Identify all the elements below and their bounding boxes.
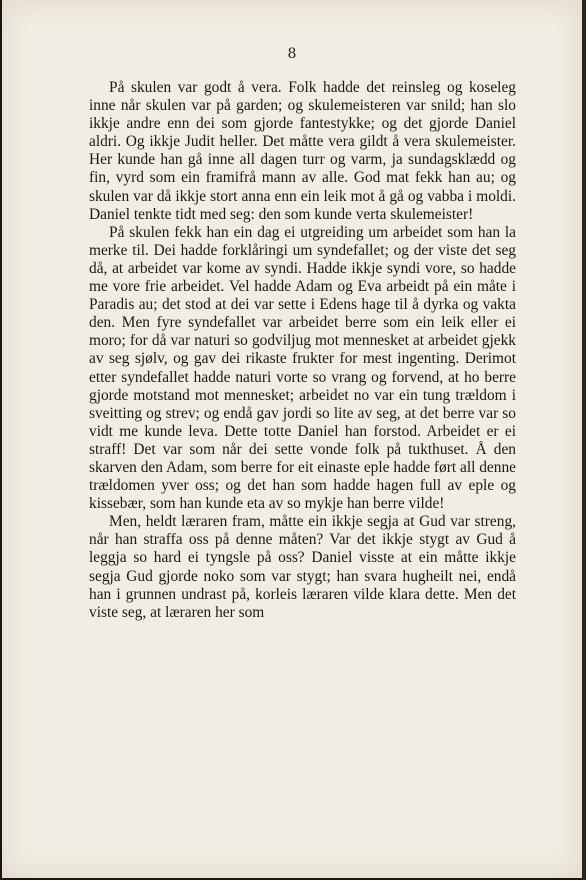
book-page: [2, 0, 582, 878]
paragraph-1: På skulen var godt å vera. Folk hadde det reinsleg og koseleg inne når skulen var på garden; og skulemeisteren var snild; han slo ikkje andre enn dei som gjorde fantestykke; og det gjorde Daniel aldri. Og ikkje Judit heller. Det måtte vera gildt å vera skulemeister. Her kunde han gå inne all dagen turr og varm, ja sundagsklædd og fin, vyrd som ein framifrå mann av alle. God mat fekk han au; og skulen var då ikkje stort anna enn ein leik mot å gå og vabba i moldi. Daniel tenkte tidt med seg: den som kunde verta skulemeister!: [89, 79, 516, 223]
body-text: [89, 79, 516, 622]
page-number: 8: [287, 46, 297, 62]
paragraph-3: Men, heldt læraren fram, måtte ein ikkje segja at Gud var streng, når han straffa oss på denne måten? Var det ikkje stygt av Gud å leggja so hard ei tyngsle på oss? Daniel visste at ein måtte ikkje segja Gud gjorde noko som var stygt; han svara hugheilt nei, endå han i grunnen undrast på, korleis læraren vilde klara dette. Men det viste seg, at læraren her som: [89, 513, 516, 621]
page-edge: [582, 0, 586, 880]
paragraph-2: På skulen fekk han ein dag ei utgreiding um arbeidet som han la merke til. Dei hadde forklåringi um syndefallet; og der viste det seg då, at arbeidet var kome av syndi. Hadde ikkje syndi vore, so hadde me vore frie arbeidet. Vel hadde Adam og Eva arbeidt på ein måte i Paradis au; det stod at dei var sette i Edens hage til å dyrka og vakta den. Men fyre syndefallet var arbeidet berre som ein leik eller ei moro; for då var naturi so godviljug mot mennesket at arbeidet gjekk av seg sjølv, og gav dei rikaste frukter for mest ingenting. Derimot etter syndefallet hadde naturi vorte so vrang og forvend, at ho berre gjorde motstand mot mennesket; arbeidet no var ein tung trældom i sveitting og strev; og endå gav jordi so lite av seg, at det berre var so vidt me kunde leva. Dette totte Daniel han forstod. Arbeidet er ei straff! Det var som når dei sette vonde folk på tukthuset. Å den skarven den Adam, som berre for eit einaste eple hadde ført all denne trældomen yver oss; og det han som hadde hagen full av eple og kissebær, som han kunde eta av so mykje han berre vilde!: [89, 223, 516, 513]
